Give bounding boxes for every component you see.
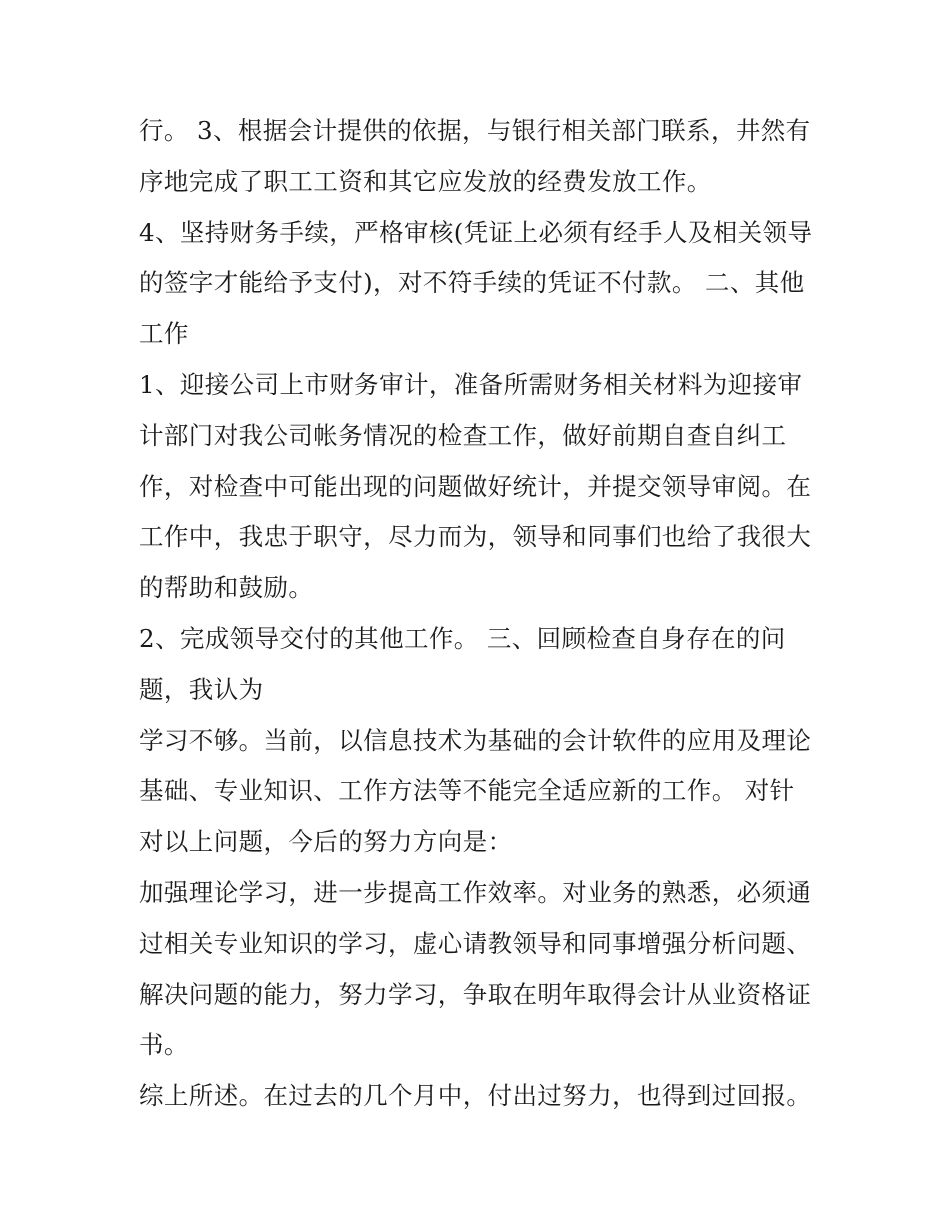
text-line: 学习不够。当前，以信息技术为基础的会计软件的应用及理论 bbox=[139, 725, 812, 755]
paragraph-insufficient-study bbox=[139, 716, 819, 868]
text-line: 计部门对我公司帐务情况的检查工作，做好前期自查自纠工 bbox=[139, 420, 787, 450]
document-body bbox=[139, 106, 819, 1122]
text-line: 2、完成领导交付的其他工作。 三、回顾检查自身存在的问 bbox=[139, 623, 786, 653]
paragraph-audit bbox=[139, 360, 819, 614]
text-line: 1、迎接公司上市财务审计，准备所需财务相关材料为迎接审 bbox=[139, 369, 803, 399]
text-line: 工作 bbox=[139, 319, 189, 349]
text-line: 的帮助和鼓励。 bbox=[139, 573, 314, 603]
paragraph-salary-payment bbox=[139, 106, 819, 208]
text-line: 加强理论学习，进一步提高工作效率。对业务的熟悉，必须通 bbox=[139, 877, 812, 907]
paragraph-improvement-plan bbox=[139, 868, 819, 1071]
text-line: 的签字才能给予支付)，对不符手续的凭证不付款。 二、其他 bbox=[139, 268, 805, 298]
text-line: 题，我认为 bbox=[139, 674, 264, 704]
text-line: 行。 3、根据会计提供的依据，与银行相关部门联系，井然有 bbox=[139, 116, 811, 145]
text-line: 过相关专业知识的学习，虚心请教领导和同事增强分析问题、 bbox=[139, 928, 812, 958]
paragraph-summary bbox=[139, 1071, 819, 1122]
text-line: 作，对检查中可能出现的问题做好统计，并提交领导审阅。在 bbox=[139, 471, 812, 501]
text-line: 解决问题的能力，努力学习，争取在明年取得会计从业资格证 bbox=[139, 979, 812, 1009]
text-line: 书。 bbox=[139, 1030, 189, 1060]
text-line: 综上所述。在过去的几个月中，付出过努力，也得到过回报。 bbox=[139, 1081, 812, 1111]
text-line: 工作中，我忠于职守，尽力而为，领导和同事们也给了我很大 bbox=[139, 522, 812, 552]
paragraph-other-work bbox=[139, 614, 819, 716]
text-line: 4、坚持财务手续，严格审核(凭证上必须有经手人及相关领导 bbox=[139, 217, 813, 247]
text-line: 基础、专业知识、工作方法等不能完全适应新的工作。 对针 bbox=[139, 776, 795, 806]
paragraph-financial-procedures bbox=[139, 208, 819, 360]
text-line: 序地完成了职工工资和其它应发放的经费发放工作。 bbox=[139, 166, 712, 196]
text-line: 对以上问题，今后的努力方向是： bbox=[139, 827, 513, 857]
